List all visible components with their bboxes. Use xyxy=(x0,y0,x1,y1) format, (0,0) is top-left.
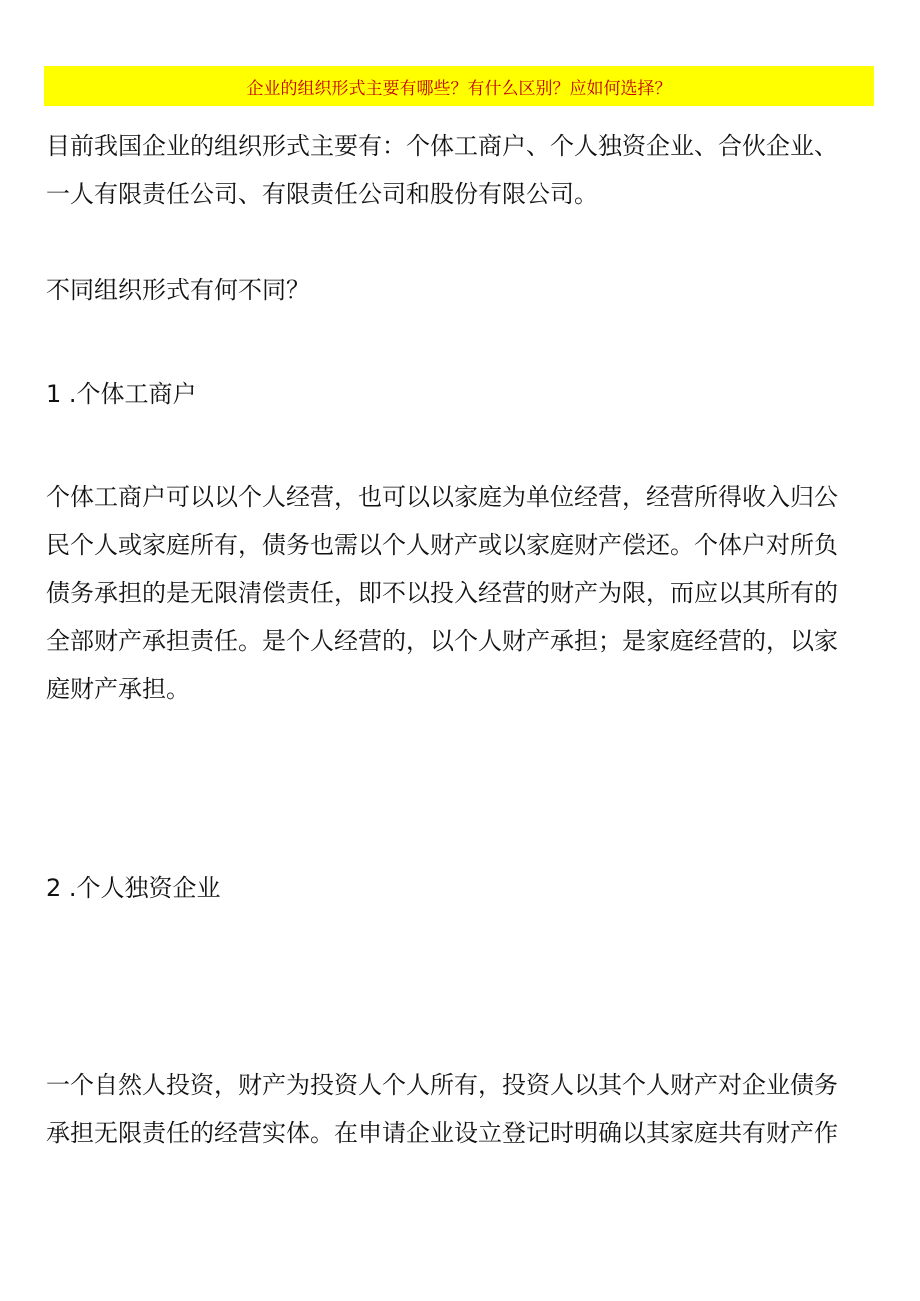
text-line: 民个人或家庭所有，债务也需以个人财产或以家庭财产偿还。个体户对所负 xyxy=(46,531,838,559)
intro-paragraph xyxy=(46,122,876,218)
section-heading-sole-proprietor xyxy=(46,370,876,418)
title-banner xyxy=(44,66,874,106)
section-body-individual-enterprise xyxy=(46,1061,876,1157)
banner-title: 企业的组织形式主要有哪些？有什么区别？应如何选择？ xyxy=(246,78,672,99)
heading-text: 2 .个人独资企业 xyxy=(46,874,221,902)
question-line xyxy=(46,266,876,314)
section-body-sole-proprietor xyxy=(46,473,876,713)
section-heading-individual-enterprise xyxy=(46,864,876,912)
text-line: 一人有限责任公司、有限责任公司和股份有限公司。 xyxy=(46,180,598,208)
text-line: 个体工商户可以以个人经营，也可以以家庭为单位经营，经营所得收入归公 xyxy=(46,483,838,511)
text-line: 不同组织形式有何不同？ xyxy=(46,276,310,304)
text-line: 全部财产承担责任。是个人经营的，以个人财产承担；是家庭经营的，以家 xyxy=(46,627,838,655)
text-line: 承担无限责任的经营实体。在申请企业设立登记时明确以其家庭共有财产作 xyxy=(46,1119,838,1147)
heading-text: 1 .个体工商户 xyxy=(46,380,197,408)
text-line: 庭财产承担。 xyxy=(46,675,190,703)
text-line: 债务承担的是无限清偿责任，即不以投入经营的财产为限，而应以其所有的 xyxy=(46,579,838,607)
text-line: 一个自然人投资，财产为投资人个人所有，投资人以其个人财产对企业债务 xyxy=(46,1071,838,1099)
text-line: 目前我国企业的组织形式主要有：个体工商户、个人独资企业、合伙企业、 xyxy=(46,132,838,160)
